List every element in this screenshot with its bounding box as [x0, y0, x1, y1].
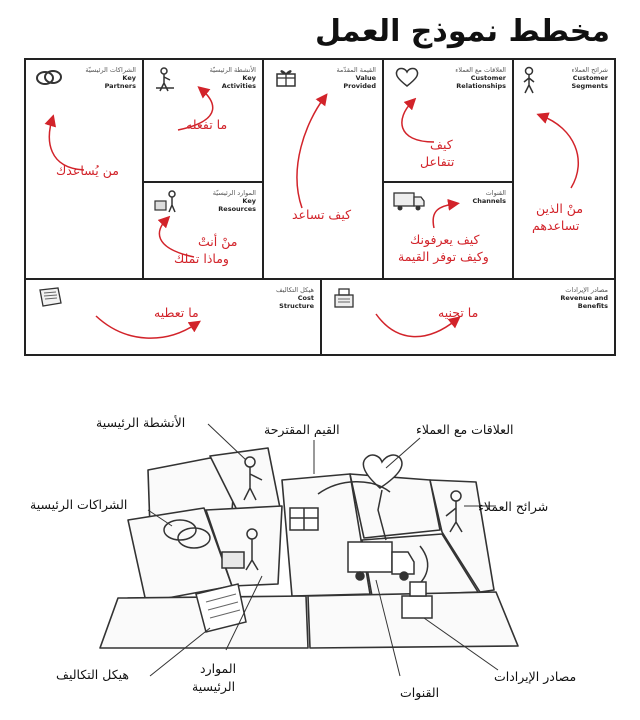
question-key-activities: ما تفعله — [186, 117, 228, 132]
page-title: مخطط نموذج العمل — [314, 14, 610, 49]
cell-label-en: Partners — [104, 82, 136, 90]
label-key-activities: الأنشطة الرئيسية — [96, 415, 186, 430]
cell-label-ar: القيمة المقدّمة — [336, 66, 376, 74]
label-value-propositions: القيم المقترحة — [264, 422, 340, 437]
label-channels: القنوات — [400, 685, 440, 700]
cell-label-en: Resources — [218, 205, 256, 213]
question-channels-1: كيف يعرفونك — [410, 232, 480, 247]
question-channels-2: وكيف توفر القيمة — [398, 249, 489, 264]
truck-icon — [348, 542, 392, 572]
label-customer-segments: شرائح العملاء — [478, 499, 549, 514]
question-value-propositions: كيف تساعد — [292, 207, 352, 222]
cash-register-icon — [332, 286, 356, 310]
cell-label-ar: القنوات — [485, 189, 506, 197]
truck-icon — [392, 189, 426, 213]
heart-icon — [394, 66, 420, 88]
cell-label-en: Customer — [572, 74, 608, 82]
cell-label-ar: الشراكات الرئيسيّة — [85, 66, 136, 74]
cell-customer-segments — [514, 60, 614, 278]
cell-label-en: Customer — [470, 74, 506, 82]
label-revenue-streams: مصادر الإيرادات — [494, 669, 577, 684]
cell-label-en: Benefits — [577, 302, 608, 310]
cell-value-propositions — [264, 60, 384, 278]
resources-box — [222, 552, 244, 568]
cell-key-resources — [144, 183, 264, 278]
question-key-partners: من يُساعدك — [56, 163, 119, 178]
gift-icon — [274, 66, 298, 88]
question-customer-segments-1: منْ الذين — [536, 201, 584, 216]
cell-key-activities — [144, 60, 264, 183]
business-model-canvas — [24, 58, 616, 356]
cell-label-en: Provided — [343, 82, 376, 90]
cell-label-ar: مصادر الإيرادات — [565, 286, 608, 294]
cell-label-en: Relationships — [456, 82, 506, 90]
resources-icon — [152, 189, 182, 215]
cell-label-en: Segments — [571, 82, 608, 90]
cell-label-ar: الموارد الرئيسيّة — [212, 189, 256, 197]
cell-label-en: Key — [242, 74, 256, 82]
label-key-resources-2: الرئيسية — [192, 679, 236, 694]
cell-label-en: Activities — [221, 82, 256, 90]
board-relationships — [350, 474, 440, 538]
cell-label-en: Key — [242, 197, 256, 205]
cell-label-en: Cost — [297, 294, 314, 302]
question-customer-relationships-2: تتفاعل — [420, 154, 455, 169]
person-icon — [520, 66, 538, 94]
question-cost-structure: ما تعطيه — [154, 305, 199, 320]
question-customer-relationships-1: كيف — [430, 137, 453, 152]
question-key-resources-2: وماذا تملك — [174, 251, 229, 266]
rings-icon — [34, 66, 64, 88]
cell-label-en: Revenue and — [560, 294, 608, 302]
label-key-resources-1: الموارد — [200, 661, 237, 676]
question-key-resources-1: منْ أنتْ — [198, 234, 238, 249]
question-customer-segments-2: تساعدهم — [532, 218, 580, 233]
cell-revenue-streams — [322, 278, 614, 354]
cell-label-en: Channels — [472, 197, 506, 205]
cell-label-en: Key — [122, 74, 136, 82]
leader-customer-relationships — [386, 438, 420, 468]
cell-label-en: Value — [355, 74, 376, 82]
cell-label-ar: شرائح العملاء — [571, 66, 608, 74]
cell-cost-structure — [26, 278, 322, 354]
cell-label-en: Structure — [279, 302, 314, 310]
label-cost-structure: هيكل التكاليف — [56, 667, 129, 682]
cell-key-partners — [26, 60, 144, 278]
receipt-icon — [36, 286, 64, 308]
cell-label-ar: الأنشطة الرئيسيّة — [209, 66, 256, 74]
worker-icon — [152, 66, 178, 94]
cell-label-ar: العلاقات مع العملاء — [455, 66, 506, 74]
cell-customer-relationships — [384, 60, 514, 183]
cell-channels — [384, 183, 514, 278]
cash-register-icon — [402, 596, 432, 618]
cell-label-ar: هيكل التكاليف — [276, 286, 314, 294]
label-customer-relationships: العلاقات مع العملاء — [416, 422, 514, 437]
label-key-partners: الشراكات الرئيسية — [30, 497, 128, 512]
question-revenue-streams: ما تجنيه — [438, 305, 479, 320]
